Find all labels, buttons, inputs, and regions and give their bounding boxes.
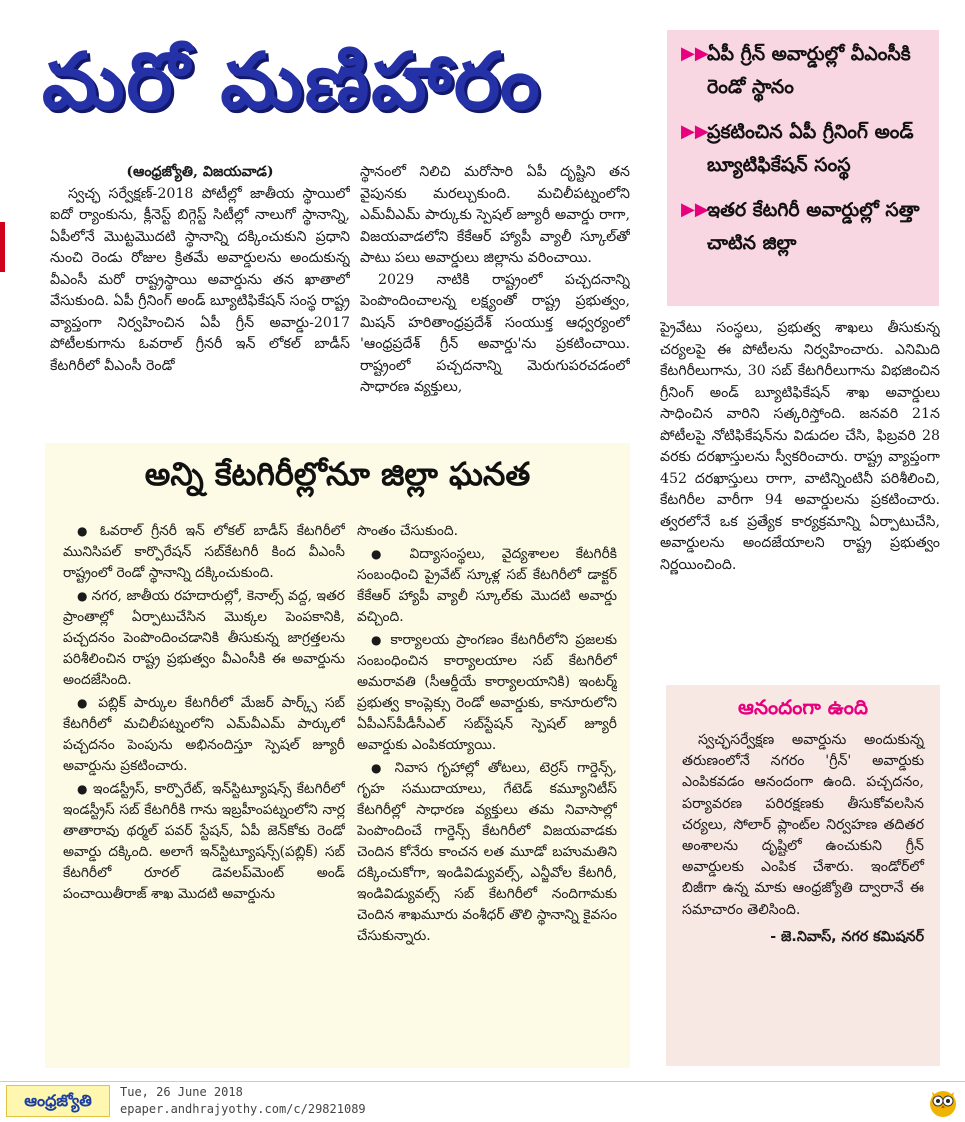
- list-item: [357, 630, 617, 756]
- article-paragraph: ప్రైవేటు సంస్థలు, ప్రభుత్వ శాఖలు తీసుకున్న చర్యలపై ఈ పోటీలను నిర్వహించారు. ఎనిమిది కేటగిరీలుగాను, 30 సబ్ కేటగిరీలుగాను విభజించిన గ్రీనింగ్ అండ్ బ్యూటిఫికేషన్ శాఖ అవార్డులు సాధించిన వారిని సత్కరిస్తోంది. జనవరి 21న పోటీలపై నోటిఫికేషన్‌ను విడుదల చేసి, ఫిబ్రవరి 28 వరకు దరఖాస్తులను స్వీకరించారు. రాష్ట్ర వ్యాప్తంగా 452 దరఖాస్తులు రాగా, వాటిన్నింటినీ పరిశీలించి, కేటగిరీల వారీగా 94 అవార్డులను ప్రకటించారు. త్వరలోనే ఒక ప్రత్యేక కార్యక్రమాన్ని ఏర్పాటుచేసి, అవార్డులను అందజేయాలని రాష్ట్ర ప్రభుత్వం నిర్ణయించింది.: [660, 320, 940, 573]
- quote-signature: - జె.నివాస్, నగర కమిషనర్: [770, 928, 924, 945]
- quote-box: [666, 685, 940, 1066]
- list-item-text: ఇండస్ట్రీస్, కార్పొరేట్, ఇన్‌స్టిట్యూషన్స్ కేటగిరీలో ఇండస్ట్రీస్ సబ్ కేటగిరీకి గాను ఇబ్రహీంపట్నంలోని నార్ల తాతారావు థర్మల్ పవర్ స్టేషన్, ఏపీ జెన్‌కోకు రెండో అవార్డు దక్కింది. అలాగే ఇన్‌స్టిట్యూషన్స్(పబ్లిక్) సబ్ కేటగిరీలో రూరల్ డెవలప్‌మెంట్ అండ్ పంచాయితీరాజ్ శాఖ మొదటి అవార్డును: [63, 781, 345, 902]
- list-item: [63, 521, 345, 584]
- double-arrow-icon: ▶▶: [681, 43, 709, 64]
- list-item: [357, 758, 617, 947]
- bullet-icon: ●: [371, 761, 395, 775]
- sub-article-title: అన్ని కేటగిరీల్లోనూ జిల్లా ఘనత: [144, 455, 531, 493]
- highlight-item: [681, 194, 929, 260]
- highlight-item: [681, 38, 929, 104]
- publication-logo[interactable]: ఆంధ్రజ్యోతి: [6, 1085, 110, 1117]
- sub-article-column-right: [357, 521, 617, 1061]
- highlight-text: ఏపీ గ్రీన్ అవార్డుల్లో వీఎంసీకి రెండో స్థానం: [707, 43, 911, 98]
- double-arrow-icon: ▶▶: [681, 199, 709, 220]
- byline: (ఆంధ్రజ్యోతి, విజయవాడ): [126, 164, 274, 180]
- sub-article-panel: [45, 443, 630, 1068]
- list-item: [63, 586, 345, 691]
- article-paragraph: 2029 నాటికి రాష్ట్రంలో పచ్చదనాన్ని పెంపొందించాలన్న లక్ష్యంతో రాష్ట్ర ప్రభుత్వం, మిషన్ హరితాంధ్రప్రదేశ్ సంయుక్త ఆధ్వర్యంలో 'ఆంధ్రప్రదేశ్ గ్రీన్ అవార్డు'ను ప్రకటించాయి. రాష్ట్రంలో పచ్చదనాన్ని మెరుగుపరచడంలో సాధారణ వ్యక్తులు,: [360, 271, 630, 395]
- bullet-icon: ●: [77, 696, 99, 710]
- bullet-icon: ●: [77, 782, 94, 796]
- bullet-icon: ●: [77, 589, 92, 603]
- list-item-text: నగర, జాతీయ రహదారుల్లో, కెనాల్స్ వద్ద, ఇతర ప్రాంతాల్లో ఏర్పాటుచేసిన మొక్కల పెంపకానికి, పచ్చదనం పెంపొందించడానికి తీసుకున్న జాగ్రత్తలను పరిశీలించిన రాష్ట్ర ప్రభుత్వం వీఎంసీకి ఈ అవార్డును అందజేసింది.: [63, 588, 345, 688]
- list-item-text: ఓవరాల్ గ్రీనరీ ఇన్ లోకల్ బాడీస్ కేటగిరీలో మునిసిపల్ కార్పొరేషన్ సబ్‌కేటగిరీ కింద వీఎంసీ రాష్ట్రంలో రెండో స్థానాన్ని దక్కించుకుంది.: [63, 523, 345, 581]
- quote-text: స్వచ్ఛసర్వేక్షణ అవార్డును అందుకున్న తరుణంలోనే నగరం 'గ్రీన్' అవార్డుకు ఎంపికవడం ఆనందంగా ఉంది. పచ్చదనం, పర్యావరణ పరిరక్షణకు తీసుకోవలసిన చర్యలు, సోలార్ ప్లాంట్‌ల నిర్వహణ తదితర అంశాలను దృష్టిలో ఉంచుకుని గ్రీన్ అవార్డులకు ఎంపిక చేశారు. ఇండోర్‌లో బిజీగా ఉన్న మాకు ఆంధ్రజ్యోతి ద్వారానే ఈ సమాచారం తెలిసింది.: [682, 732, 924, 918]
- article-column-1: [50, 162, 350, 444]
- highlights-box: [667, 30, 939, 306]
- double-arrow-icon: ▶▶: [681, 121, 709, 142]
- sub-article-column-left: [63, 521, 345, 1061]
- bullet-icon: ●: [77, 524, 100, 538]
- list-item-text: పబ్లిక్ పార్కుల కేటగిరీలో మేజర్ పార్క్స్ సబ్ కేటగిరీలో మచిలీపట్నంలోని ఎమ్‌వీఎమ్ పార్కులో పచ్చదనం పెంపును అభినందిస్తూ స్పెషల్ జ్యూరీ అవార్డును ప్రకటించారు.: [63, 695, 345, 774]
- list-item-text: సొంతం చేసుకుంది.: [357, 523, 459, 539]
- article-column-2: [360, 162, 630, 444]
- highlight-text: ప్రకటించిన ఏపీ గ్రీనింగ్ అండ్ బ్యూటిఫికేషన్ సంస్థ: [707, 121, 914, 176]
- quote-title: ఆనందంగా ఉంది: [737, 695, 868, 719]
- footer-divider: [0, 1081, 965, 1082]
- article-paragraph: స్వచ్ఛ సర్వేక్షణ్-2018 పోటీల్లో జాతీయ స్థాయిలో ఐదో ర్యాంకును, క్లీనెస్ట్ బిగ్గెస్ట్ సిటీల్లో నాలుగో స్థానాన్ని, ఏపీలోనే మొట్టమొదటి స్థానాన్ని దక్కించుకుని ప్రధాని నుంచి రెండు రోజుల క్రితమే అవార్డులను అందుకున్న వీఎంసీ మరో రాష్ట్రస్థాయి అవార్డును తన ఖాతాలో వేసుకుంది. ఏపీ గ్రీనింగ్ అండ్ బ్యూటిఫికేషన్ సంస్థ రాష్ట్ర వ్యాప్తంగా నిర్వహించిన ఏపీ గ్రీన్ అవార్డు-2017 పోటీలకుగాను ఓవరాల్ గ్రీనరీ ఇన్ లోకల్ బాడీస్ కేటగిరీలో వీఎంసీ రెండో: [50, 185, 350, 374]
- owl-icon: [928, 1086, 958, 1118]
- publish-date: Tue, 26 June 2018: [120, 1085, 243, 1099]
- list-item-text: విద్యాసంస్థలు, వైద్యశాలల కేటగిరీకి సంబంధించి ప్రైవేట్ స్కూళ్ల సబ్ కేటగిరీలో డాక్టర్ కేకేఆర్ హ్యాపీ వ్యాలీ స్కూల్‌కు మొదటి అవార్డు వచ్చింది.: [357, 546, 617, 625]
- page-headline: మరో మణిహారం: [42, 36, 542, 127]
- list-item: [357, 544, 617, 628]
- list-item-text: నివాస గృహాల్లో తోటలు, టెర్రస్ గార్డెన్స్, గృహ సముదాయాలు, గేటెడ్ కమ్యూనిటీస్ కేటగిరీల్లో సాధారణ వ్యక్తులు తమ నివాసాల్లో పెంపొందించే గార్డెన్స్ కేటగిరీలో విజయవాడకు చెందిన కోనేరు కాంచన లత మూడో బహుమతిని దక్కించుకోగా, ఇండివిడ్యువల్స్, ఎన్జీవోల కేటగిరీ, ఇండివిడ్యువల్స్ సబ్ కేటగిరీలో నందిగామకు చెందిన శాఖమూరు వంశీధర్ తొలి స్థానాన్ని కైవసం చేసుకున్నారు.: [357, 760, 617, 944]
- list-item: [63, 693, 345, 777]
- left-margin-marker: [0, 222, 5, 272]
- epaper-url[interactable]: epaper.andhrajyothy.com/c/29821089: [120, 1102, 366, 1116]
- highlight-text: ఇతర కేటగిరీ అవార్డుల్లో సత్తా చాటిన జిల్లా: [707, 199, 920, 254]
- bullet-icon: ●: [371, 547, 410, 561]
- highlight-item: [681, 116, 929, 182]
- list-item: [63, 779, 345, 905]
- article-column-3: [660, 318, 940, 668]
- bullet-icon: ●: [371, 633, 391, 647]
- list-item: [357, 521, 617, 542]
- list-item-text: కార్యాలయ ప్రాంగణం కేటగిరీలోని ప్రజలకు సంబంధించిన కార్యాలయాల సబ్ కేటగిరీలో అమరావతి (సీఆర్డీయే కార్యాలయానికి) ఇంటర్మ్ ప్రభుత్వ కాంప్లెక్సు రెండో అవార్డుకు, కానూరులోని ఏపీఎస్‌పీడీసీఎల్ సబ్‌స్టేషన్ స్పెషల్ జ్యూరీ అవార్డుకు ఎంపికయ్యాయి.: [357, 632, 617, 753]
- article-paragraph: స్థానంలో నిలిచి మరోసారి ఏపీ దృష్టిని తన వైపునకు మరల్చుకుంది. మచిలీపట్నంలోని ఎమ్‌వీఎమ్ పార్కుకు స్పెషల్ జ్యూరీ అవార్డు రాగా, విజయవాడలోని కేకేఆర్ హ్యాపీ వ్యాలీ స్కూల్‌తో పాటు పలు అవార్డులు జిల్లాను వరించాయి.: [360, 164, 630, 266]
